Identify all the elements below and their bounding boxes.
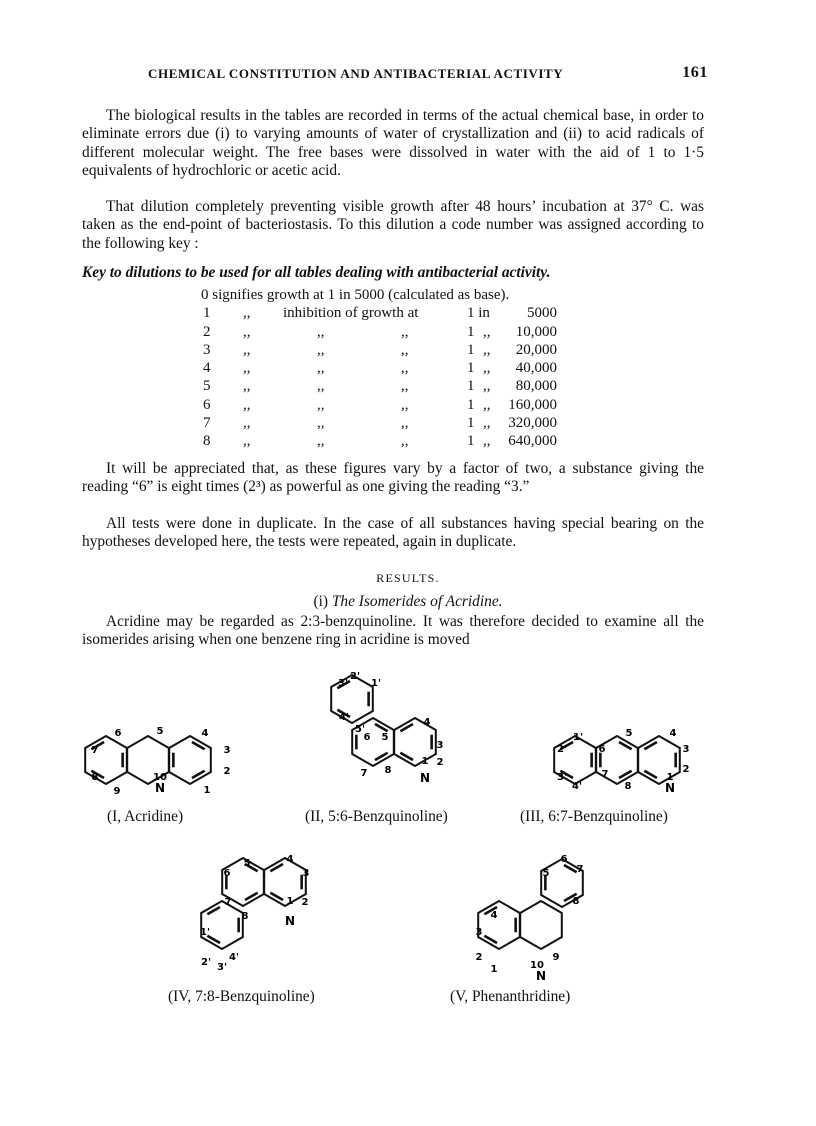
- benzquinoline-7-8-structure: [200, 854, 310, 973]
- ring-position-number: 3: [302, 868, 310, 879]
- key-ditto: ,,: [483, 396, 491, 413]
- ring-position-number: 1: [666, 772, 674, 783]
- ring-position-number: 8: [624, 781, 632, 792]
- ring-position-number: 8: [572, 896, 580, 907]
- ring-position-number: 2': [200, 957, 212, 968]
- ring-position-number: 6: [223, 868, 231, 879]
- ring-position-number: 5: [381, 732, 389, 743]
- results-subheading-prefix: (i): [313, 593, 332, 610]
- key-ditto: ,,: [483, 360, 491, 377]
- benzquinoline-5-6-structure: [331, 671, 443, 785]
- ring-hexagon: [475, 901, 520, 949]
- figure-label-phenanthridine: (V, Phenanthridine): [450, 988, 571, 1005]
- running-title: CHEMICAL CONSTITUTION AND ANTIBACTERIAL ACTIVITY: [148, 66, 564, 81]
- ring-position-number: 2: [682, 764, 690, 775]
- ring-position-number: 4: [201, 728, 209, 739]
- figure-label-5-6-benzquinoline: (II, 5:6-Benzquinoline): [305, 808, 448, 825]
- results-heading: RESULTS.: [376, 571, 440, 585]
- ring-position-number: 6: [363, 732, 371, 743]
- key-dilution-value: 320,000: [508, 415, 557, 432]
- key-one: 1: [467, 360, 475, 377]
- ring-hexagon: [201, 901, 243, 949]
- key-code: 8: [203, 433, 211, 450]
- key-one-in: 1 in: [467, 305, 490, 322]
- key-dilution-value: 640,000: [508, 433, 557, 450]
- key-dilution-value: 40,000: [515, 360, 557, 377]
- key-ditto: ,,: [317, 323, 325, 340]
- ring-position-number: 5: [625, 728, 633, 739]
- key-ditto: ,,: [317, 341, 325, 358]
- ring-position-number: 2: [475, 952, 483, 963]
- ring-position-number: 7: [601, 769, 609, 780]
- key-ditto: ,,: [243, 433, 251, 450]
- ring-position-number: 5: [156, 726, 164, 737]
- ring-position-number: N: [535, 969, 547, 983]
- figure-label-7-8-benzquinoline: (IV, 7:8-Benzquinoline): [168, 988, 315, 1005]
- ring-position-number: 2: [436, 757, 444, 768]
- paragraph-text: That dilution completely preventing visible growth after 48 hours’ incubation at 37° C. was taken as the end-point of bacteriostasis. To this dilution a code number was assigned according to the following key :: [82, 198, 704, 252]
- figure-label-acridine: (I, Acridine): [107, 808, 184, 825]
- key-ditto: ,,: [243, 415, 251, 432]
- ring-position-number: 2: [223, 766, 231, 777]
- key-code: 2: [203, 323, 211, 340]
- ring-position-number: 9: [113, 786, 121, 797]
- key-ditto: ,,: [401, 378, 409, 395]
- key-one: 1: [467, 378, 475, 395]
- key-ditto: ,,: [243, 323, 251, 340]
- page-number: 161: [682, 64, 708, 81]
- ring-position-number: 4: [286, 854, 294, 865]
- key-ditto: ,,: [317, 360, 325, 377]
- ring-position-number: 1': [370, 678, 382, 689]
- ring-position-number: 7: [91, 745, 99, 756]
- key-ditto: ,,: [483, 323, 491, 340]
- ring-position-number: 8: [241, 911, 249, 922]
- key-inhibition-text: inhibition of growth at: [283, 305, 419, 322]
- ring-position-number: 1: [490, 964, 498, 975]
- ring-position-number: 3': [556, 772, 568, 783]
- ring-hexagon: [169, 736, 211, 784]
- key-ditto: ,,: [401, 323, 409, 340]
- ring-position-number: 10: [530, 960, 544, 971]
- key-one: 1: [467, 433, 475, 450]
- ring-position-number: N: [419, 771, 431, 785]
- ring-hexagon: [264, 858, 306, 906]
- ring-position-number: 6: [114, 728, 122, 739]
- ring-position-number: 1: [203, 785, 211, 796]
- ring-position-number: N: [154, 781, 166, 795]
- paragraph-text: All tests were done in duplicate. In the case of all substances having special bearing on the hypotheses developed here, the tests were repeated, again in duplicate.: [82, 515, 704, 551]
- key-ditto: ,,: [243, 305, 251, 322]
- ring-position-number: 7: [360, 768, 368, 779]
- key-ditto: ,,: [401, 341, 409, 358]
- key-ditto: ,,: [401, 396, 409, 413]
- paragraph-text: It will be appreciated that, as these figures vary by a factor of two, a substance giving the reading “6” is eight times (2³) as powerful as one giving the reading “3.”: [82, 460, 704, 496]
- benzquinoline-6-7-structure: [554, 728, 689, 795]
- ring-position-number: N: [664, 781, 676, 795]
- paragraph-text: The biological results in the tables are recorded in terms of the actual chemical base, in order to eliminate errors due (i) to varying amounts of water of crystallization and (ii) to acid radicals of different molecular weight. The free bases were dissolved in water with the aid of 1 to 1·5 equivalents of hydrochloric or acetic acid.: [82, 107, 704, 180]
- ring-position-number: 1': [199, 927, 211, 938]
- ring-position-number: 6: [598, 744, 606, 755]
- phenanthridine-structure: [476, 854, 584, 983]
- ring-position-number: 2': [556, 744, 568, 755]
- ring-position-number: 2': [349, 671, 361, 682]
- ring-position-number: 4: [423, 717, 431, 728]
- ring-position-number: 4': [338, 712, 350, 723]
- ring-position-number: N: [284, 914, 296, 928]
- ring-position-number: 2: [301, 897, 309, 908]
- key-ditto: ,,: [401, 415, 409, 432]
- ring-position-number: 9: [552, 952, 560, 963]
- ring-position-number: 4: [490, 910, 498, 921]
- key-code: 5: [203, 378, 211, 395]
- paragraph-text: Acridine may be regarded as 2:3-benzquinoline. It was therefore decided to examine all the isomerides arising when one benzene ring in acridine is moved: [82, 613, 704, 649]
- ring-position-number: 5: [542, 868, 550, 879]
- key-dilution-value: 160,000: [508, 396, 557, 413]
- key-one: 1: [467, 323, 475, 340]
- ring-position-number: 3: [475, 927, 483, 938]
- key-ditto: ,,: [483, 415, 491, 432]
- key-ditto: ,,: [243, 378, 251, 395]
- key-ditto: ,,: [483, 378, 491, 395]
- results-subheading-title: The Isomerides of Acridine.: [331, 593, 503, 610]
- ring-hexagon: [520, 901, 562, 949]
- key-dilution-value: 20,000: [515, 341, 557, 358]
- ring-position-number: 3: [223, 745, 231, 756]
- acridine-structure: [85, 726, 230, 797]
- key-title: Key to dilutions to be used for all tables dealing with antibacterial activity.: [82, 264, 551, 281]
- figure-label-6-7-benzquinoline: (III, 6:7-Benzquinoline): [520, 808, 668, 825]
- ring-position-number: 4': [228, 952, 240, 963]
- ring-position-number: 8: [384, 765, 392, 776]
- ring-position-number: 3': [216, 962, 228, 973]
- key-code: 4: [203, 360, 211, 377]
- ring-position-number: 6: [560, 854, 568, 865]
- key-code: 6: [203, 396, 211, 413]
- ring-position-number: 1': [572, 732, 584, 743]
- ring-position-number: 7: [576, 864, 584, 875]
- ring-position-number: 7: [224, 897, 232, 908]
- key-ditto: ,,: [401, 433, 409, 450]
- key-ditto: ,,: [243, 360, 251, 377]
- key-dilution-value: 10,000: [515, 323, 557, 340]
- ring-position-number: 3: [682, 744, 690, 755]
- key-dilution-value: 80,000: [515, 378, 557, 395]
- key-ditto: ,,: [401, 360, 409, 377]
- key-dilution-value: 5000: [527, 305, 557, 322]
- ring-hexagon: [638, 736, 680, 784]
- key-code: 7: [203, 415, 211, 432]
- key-ditto: ,,: [317, 396, 325, 413]
- key-code: 1: [203, 305, 211, 322]
- ring-position-number: 5: [243, 858, 251, 869]
- key-ditto: ,,: [317, 433, 325, 450]
- key-ditto: ,,: [317, 415, 325, 432]
- key-ditto: ,,: [483, 433, 491, 450]
- ring-position-number: 3': [337, 678, 349, 689]
- ring-position-number: 5': [354, 724, 366, 735]
- ring-position-number: 1: [286, 896, 294, 907]
- key-ditto: ,,: [243, 341, 251, 358]
- ring-position-number: 4': [571, 781, 583, 792]
- key-ditto: ,,: [317, 378, 325, 395]
- key-one: 1: [467, 396, 475, 413]
- ring-position-number: 1: [421, 756, 429, 767]
- ring-position-number: 4: [669, 728, 677, 739]
- key-code: 3: [203, 341, 211, 358]
- key-ditto: ,,: [483, 341, 491, 358]
- key-intro-line: 0 signifies growth at 1 in 5000 (calculated as base).: [201, 287, 510, 303]
- ring-position-number: 8: [91, 772, 99, 783]
- ring-position-number: 3: [436, 740, 444, 751]
- ring-position-number: 10: [153, 772, 167, 783]
- key-ditto: ,,: [243, 396, 251, 413]
- key-one: 1: [467, 341, 475, 358]
- key-one: 1: [467, 415, 475, 432]
